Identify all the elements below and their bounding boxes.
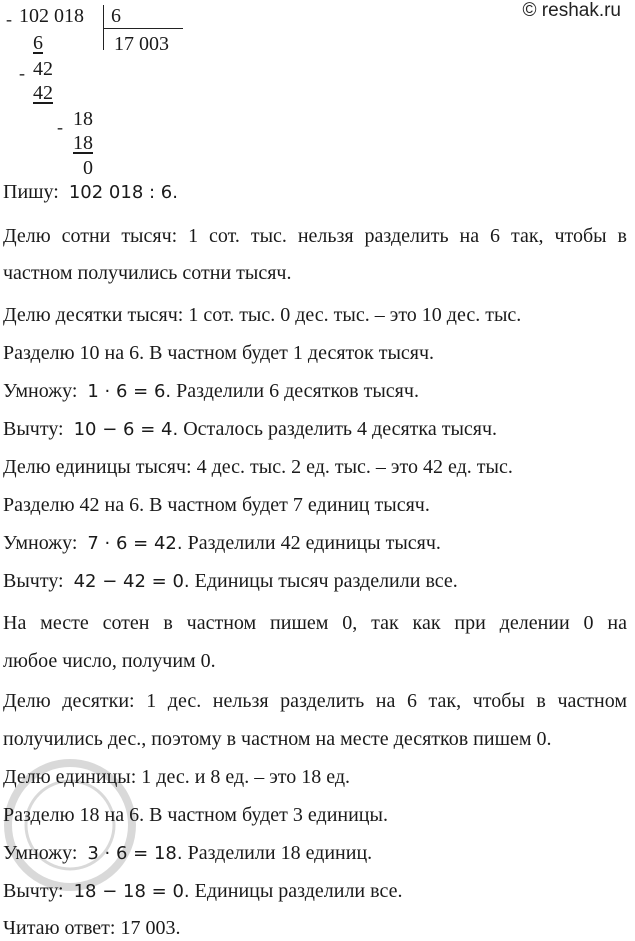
quotient: 17 003 <box>114 33 169 55</box>
text-line: получились дес., поэтому в частном на месте десятков пишем 0. <box>3 728 552 750</box>
text-line: Разделю 18 на 6. В частном будет 3 единицы. <box>3 804 388 826</box>
text-line: Вычту: 18 − 18 = 0. Единицы разделили все. <box>3 880 403 902</box>
text-line: Делю единицы тысяч: 4 дес. тыс. 2 ед. тыс. – это 42 ед. тыс. <box>3 456 513 478</box>
text-line: Делю сотни тысяч: 1 сот. тыс. нельзя разделить на 6 так, чтобы в <box>3 225 627 247</box>
text-line: На месте сотен в частном пишем 0, так как при делении 0 на <box>3 612 627 634</box>
step-2-minuend: 42 <box>33 58 53 80</box>
text-line: любое число, получим 0. <box>3 650 216 672</box>
minus-sign: - <box>57 117 63 137</box>
minus-sign: - <box>6 9 12 29</box>
text-line: Разделю 42 на 6. В частном будет 7 единиц тысяч. <box>3 494 430 516</box>
division-horizontal-bar <box>103 28 183 29</box>
dividend: 102 018 <box>19 5 84 27</box>
text-line: Пишу: 102 018 : 6. <box>3 181 178 203</box>
divisor: 6 <box>111 5 121 27</box>
text-line: Делю десятки тысяч: 1 сот. тыс. 0 дес. тыс. – это 10 дес. тыс. <box>3 304 522 326</box>
text-line: Читаю ответ: 17 003. <box>3 917 181 939</box>
step-3-minuend: 18 <box>73 108 93 130</box>
minus-sign: - <box>19 63 25 83</box>
text-line: Делю единицы: 1 дес. и 8 ед. – это 18 ед. <box>3 766 351 788</box>
step-3-subtrahend: 18 <box>73 132 93 154</box>
site-watermark: © reshak.ru <box>522 0 621 21</box>
text-line: частном получились сотни тысяч. <box>3 262 292 284</box>
text-line: Вычту: 42 − 42 = 0. Единицы тысяч разделили все. <box>3 570 458 592</box>
text-line: Делю десятки: 1 дес. нельзя разделить на 6 так, чтобы в частном <box>3 690 627 712</box>
text-line: Умножу: 1 · 6 = 6. Разделили 6 десятков тысяч. <box>3 380 419 402</box>
step-2-subtrahend: 42 <box>33 82 53 104</box>
text-line: Умножу: 3 · 6 = 18. Разделили 18 единиц. <box>3 842 373 864</box>
remainder: 0 <box>83 157 93 179</box>
text-line: Разделю 10 на 6. В частном будет 1 десяток тысяч. <box>3 342 435 364</box>
step-1-subtrahend: 6 <box>33 32 43 54</box>
text-line: Вычту: 10 − 6 = 4. Осталось разделить 4 десятка тысяч. <box>3 418 498 440</box>
text-line: Умножу: 7 · 6 = 42. Разделили 42 единицы тысяч. <box>3 532 441 554</box>
